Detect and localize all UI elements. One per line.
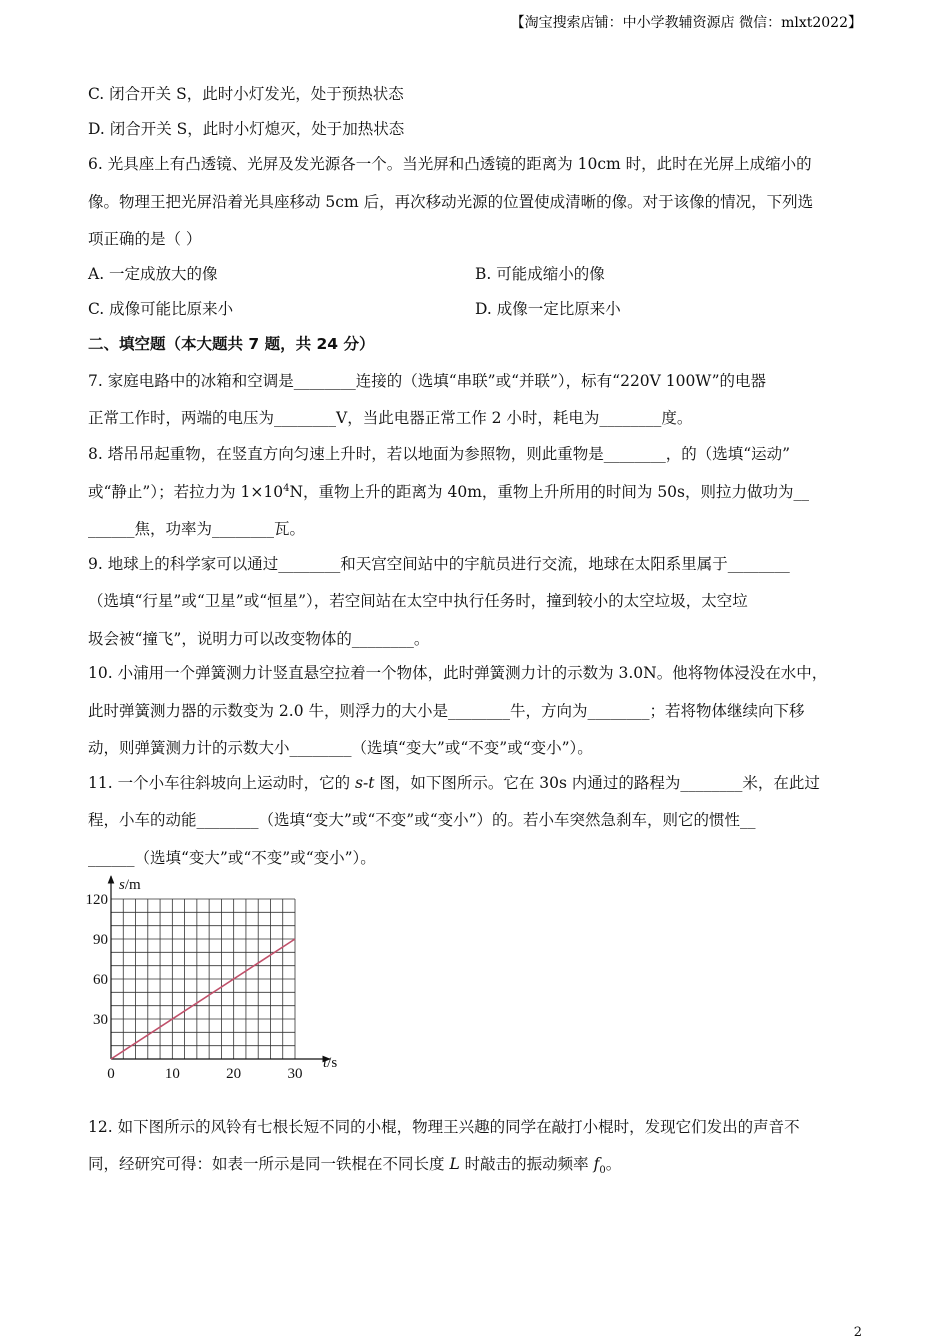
q5-option-c: C. 闭合开关 S，此时小灯发光，处于预热状态 <box>88 85 404 103</box>
q12-length-symbol: L <box>449 1155 460 1173</box>
y-tick-label: 30 <box>93 1012 108 1028</box>
x-tick-label: 20 <box>226 1066 242 1082</box>
chart-grid <box>111 899 295 1059</box>
page-number: 2 <box>853 1325 862 1340</box>
x-tick-label: 10 <box>164 1066 180 1082</box>
y-axis-label <box>119 877 141 893</box>
q6-option-a: A. 一定成放大的像 <box>88 265 218 283</box>
y-tick-label: 60 <box>93 972 108 988</box>
q11-line1 <box>88 771 820 793</box>
q6-option-d: D. 成像一定比原来小 <box>475 300 621 318</box>
chart-series-group <box>111 939 295 1059</box>
x-axis-unit: /s <box>327 1055 338 1071</box>
y-axis-unit: /m <box>124 877 141 893</box>
q10-line2: 此时弹簧测力器的示数变为 2.0 牛，则浮力的大小是________牛，方向为________；若将物体继续向下移 <box>88 702 805 720</box>
q12-line2 <box>88 1152 621 1176</box>
y-tick-label: 90 <box>93 932 108 948</box>
q11-line1-b: 图，如下图所示。它在 30s 内通过的路程为________米，在此过 <box>374 774 820 792</box>
q12-frequency-symbol: f <box>593 1155 600 1173</box>
q7-line2: 正常工作时，两端的电压为________V，当此电器正常工作 2 小时，耗电为________度。 <box>88 409 693 427</box>
q9-line3: 圾会被“撞飞”，说明力可以改变物体的________。 <box>88 630 430 648</box>
q6-line2: 像。物理王把光屏沿着光具座移动 5cm 后，再次移动光源的位置使成清晰的像。对于该像的情况，下列选 <box>88 193 814 211</box>
page-header: 【淘宝搜索店铺：中小学教辅资源店 微信：mlxt2022】 <box>510 15 862 31</box>
q6-line1: 6. 光具座上有凸透镜、光屏及发光源各一个。当光屏和凸透镜的距离为 10cm 时，此时在光屏上成缩小的 <box>88 155 812 173</box>
q8-line1: 8. 塔吊吊起重物，在竖直方向匀速上升时，若以地面为参照物，则此重物是________，的（选填“运动” <box>88 445 791 463</box>
q8-line3: ______焦，功率为________瓦。 <box>88 520 306 538</box>
q9-line1: 9. 地球上的科学家可以通过________和天宫空间站中的宇航员进行交流，地球在太阳系里属于________ <box>88 555 790 573</box>
q12-line2-a: 同，经研究可得：如表一所示是同一铁棍在不同长度 <box>88 1155 450 1173</box>
st-chart <box>80 868 360 1088</box>
x-axis-label <box>323 1055 337 1071</box>
q6-line3: 项正确的是（ ） <box>88 230 202 248</box>
q6-option-b: B. 可能成缩小的像 <box>475 265 605 283</box>
q8-line2-a: 或“静止”）；若拉力为 1×10 <box>88 483 284 501</box>
q10-line3: 动，则弹簧测力计的示数大小________（选填“变大”或“不变”或“变小”）。 <box>88 739 593 757</box>
q7-line1: 7. 家庭电路中的冰箱和空调是________连接的（选填“串联”或“并联”），标有“220V 100W”的电器 <box>88 372 767 390</box>
x-tick-label: 0 <box>107 1066 115 1082</box>
y-tick-label: 120 <box>85 892 108 908</box>
q6-option-c: C. 成像可能比原来小 <box>88 300 234 318</box>
x-axis-var: t <box>323 1055 328 1071</box>
q12-line1: 12. 如下图所示的风铃有七根长短不同的小棍，物理王兴趣的同学在敲打小棍时，发现它们发出的声音不 <box>88 1118 800 1136</box>
series-line <box>111 939 295 1059</box>
q10-line1: 10. 小浦用一个弹簧测力计竖直悬空拉着一个物体，此时弹簧测力计的示数为 3.0N。他将物体浸没在水中， <box>88 664 828 682</box>
q12-frequency-subscript: 0 <box>599 1165 606 1177</box>
x-tick-label: 30 <box>287 1066 303 1082</box>
q11-line2: 程，小车的动能________（选填“变大”或“不变”或“变小”）的。若小车突然急刹车，则它的惯性__ <box>88 811 756 829</box>
q9-line2: （选填“行星”或“卫星”或“恒星”），若空间站在太空中执行任务时，撞到较小的太空垃圾，太空垃 <box>88 592 748 610</box>
q12-line2-b: 时敲击的振动频率 <box>459 1155 594 1173</box>
q8-line2 <box>88 480 809 502</box>
q8-line2-b: N，重物上升的距离为 40m，重物上升所用的时间为 50s，则拉力做功为__ <box>289 483 810 501</box>
q11-st-label: s-t <box>355 774 375 792</box>
q8-exponent: 4 <box>283 482 290 494</box>
q11-line3: ______（选填“变大”或“不变”或“变小”）。 <box>88 849 376 867</box>
section-title: 二、填空题（本大题共 7 题，共 24 分） <box>88 335 375 353</box>
q12-line2-c: 。 <box>605 1155 622 1173</box>
y-axis-var: s <box>119 877 125 893</box>
q5-option-d: D. 闭合开关 S，此时小灯熄灭，处于加热状态 <box>88 120 405 138</box>
q11-line1-a: 11. 一个小车往斜坡向上运动时，它的 <box>88 774 356 792</box>
